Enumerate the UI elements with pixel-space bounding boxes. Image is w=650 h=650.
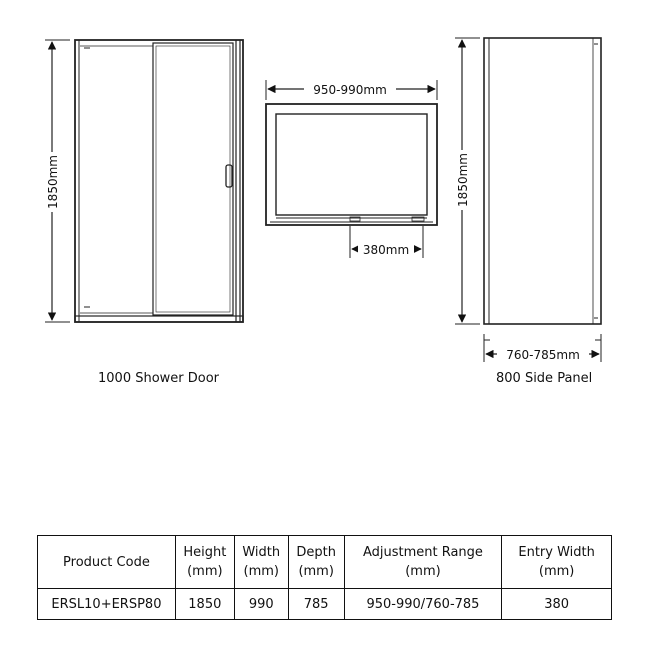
entry-width-label: 380mm bbox=[362, 243, 410, 257]
header-height bbox=[175, 536, 234, 589]
table-row bbox=[38, 589, 612, 620]
side-panel-elevation bbox=[484, 38, 601, 324]
header-adjustment-range-text: Adjustment Range bbox=[362, 545, 483, 560]
plan-view bbox=[266, 104, 437, 225]
header-depth-unit: (mm) bbox=[298, 564, 334, 579]
door-outer-frame bbox=[75, 40, 243, 322]
header-height-text: Height bbox=[183, 545, 227, 560]
shower-door-elevation bbox=[75, 40, 243, 322]
top-width-label: 950-990mm bbox=[313, 83, 387, 97]
plan-outer-frame bbox=[266, 104, 437, 225]
header-entry-width-text: Entry Width bbox=[518, 545, 595, 560]
header-width-text: Width bbox=[242, 545, 281, 560]
cell-entry-width: 380 bbox=[502, 589, 612, 620]
header-entry-width-unit: (mm) bbox=[538, 564, 575, 579]
side-panel-frame bbox=[484, 38, 601, 324]
panel-caption: 800 Side Panel bbox=[496, 371, 593, 386]
door-handle bbox=[226, 165, 232, 187]
panel-depth-label: 760-785mm bbox=[506, 348, 580, 362]
table-header-row bbox=[38, 536, 612, 589]
plan-inner-frame bbox=[276, 114, 427, 215]
top-width-dimension bbox=[266, 80, 437, 100]
cell-adjustment-range: 950-990/760-785 bbox=[344, 589, 502, 620]
header-adjustment-range bbox=[344, 536, 502, 589]
sliding-door-glass bbox=[156, 46, 230, 312]
panel-depth-dimension bbox=[484, 334, 601, 362]
header-product-code-text: Product Code bbox=[63, 554, 150, 570]
door-caption: 1000 Shower Door bbox=[98, 371, 220, 386]
sliding-door-panel bbox=[153, 43, 233, 315]
header-product-code bbox=[38, 536, 176, 589]
panel-height-dimension bbox=[455, 38, 480, 324]
cell-product-code: ERSL10+ERSP80 bbox=[38, 589, 176, 620]
cell-width: 990 bbox=[234, 589, 288, 620]
panel-height-label: 1850mm bbox=[456, 153, 470, 207]
header-depth bbox=[288, 536, 344, 589]
header-entry-width bbox=[502, 536, 612, 589]
header-width-unit: (mm) bbox=[243, 564, 279, 579]
header-height-unit: (mm) bbox=[187, 564, 223, 579]
specification-table bbox=[37, 535, 612, 620]
entry-width-dimension bbox=[350, 226, 423, 258]
header-depth-text: Depth bbox=[296, 545, 336, 560]
header-width bbox=[234, 536, 288, 589]
door-height-label: 1850mm bbox=[46, 155, 60, 209]
cell-height: 1850 bbox=[175, 589, 234, 620]
header-adjustment-range-unit: (mm) bbox=[405, 564, 441, 579]
door-height-dimension bbox=[45, 40, 70, 322]
cell-depth: 785 bbox=[288, 589, 344, 620]
